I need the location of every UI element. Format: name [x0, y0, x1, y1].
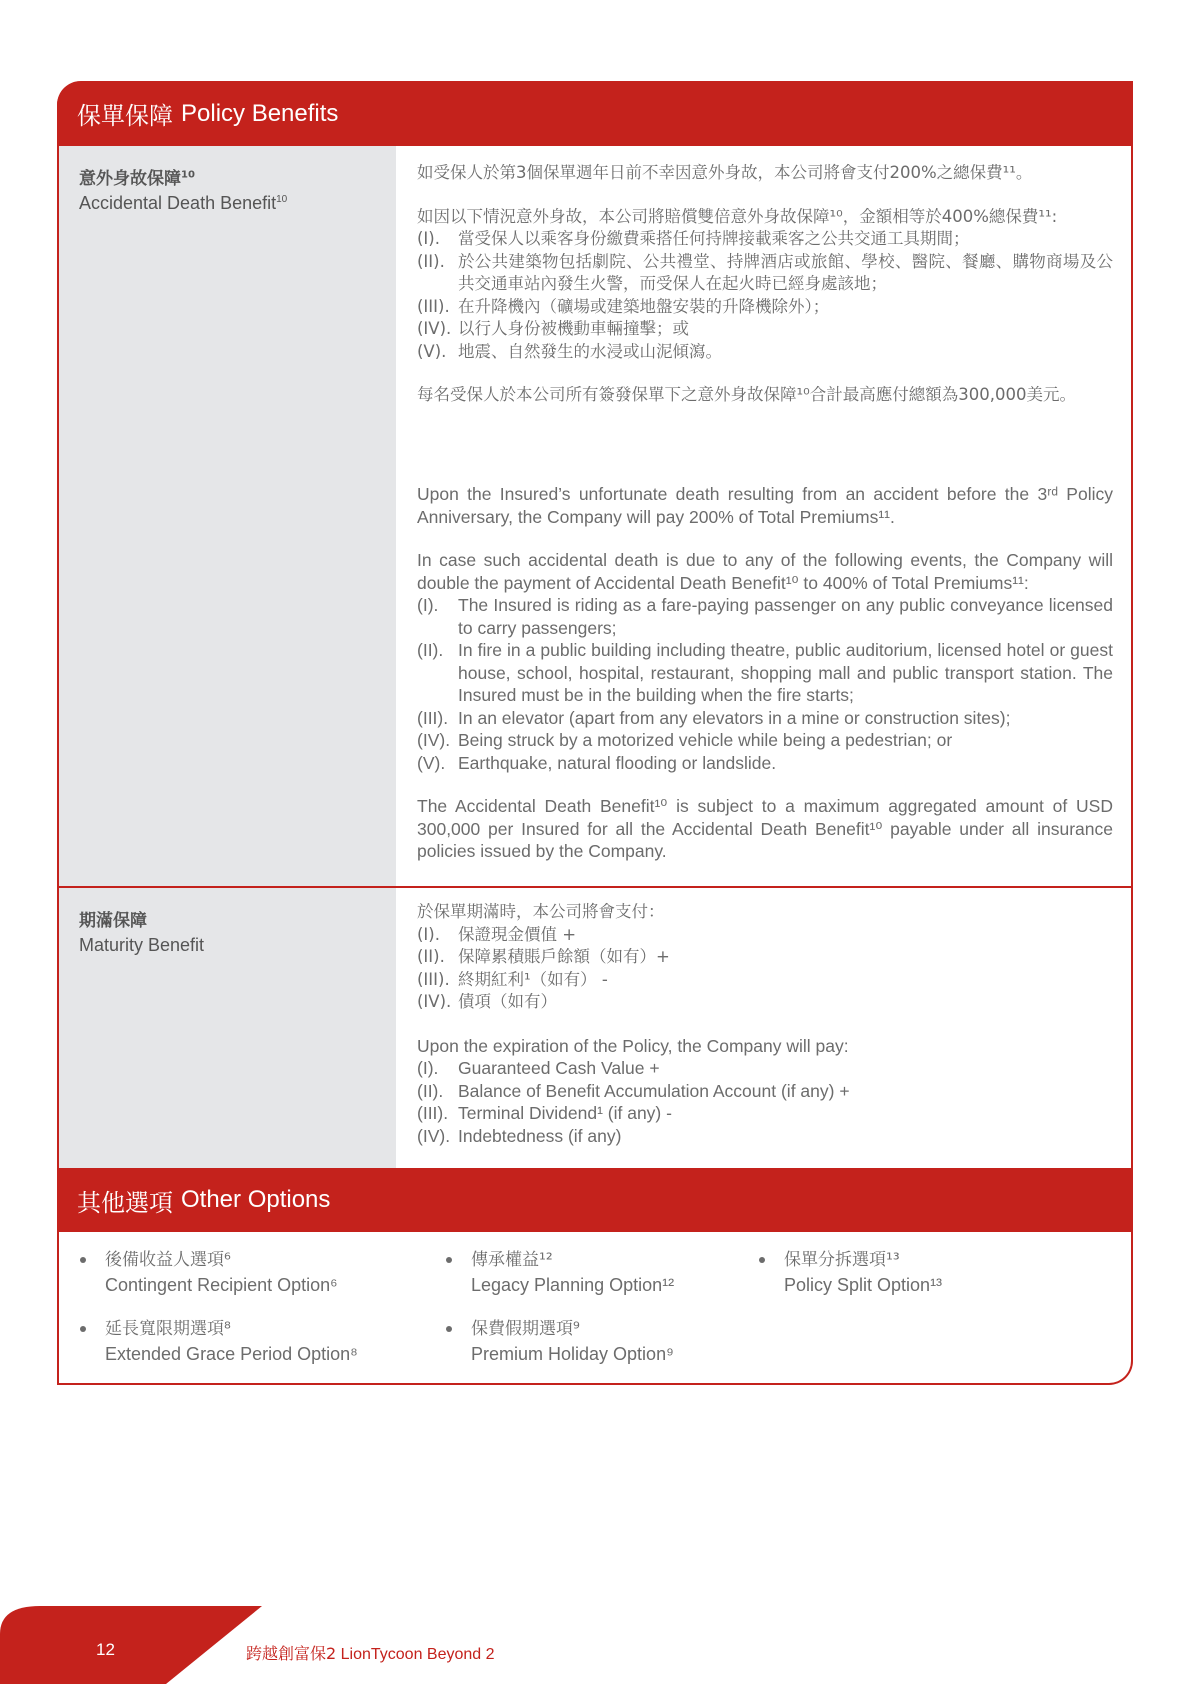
item-num: (II). — [417, 947, 445, 966]
list-item — [417, 594, 1113, 639]
paragraph: Upon the expiration of the Policy, the Company will pay: — [417, 1035, 849, 1056]
list-item — [417, 1125, 1113, 1148]
item-num: (II). — [417, 1080, 444, 1101]
item-text: 債項（如有） — [458, 992, 557, 1011]
list-item — [417, 991, 1113, 1014]
accidental-label-zh — [79, 164, 376, 189]
item-num: (IV). — [417, 1125, 451, 1146]
item-num: (I). — [417, 595, 439, 615]
item-num: (IV). — [417, 992, 452, 1011]
option-en: Policy Split Option¹³ — [784, 1275, 943, 1295]
item-text: 當受保人以乘客身份繳費乘搭任何持牌接載乘客之公共交通工具期間； — [458, 229, 970, 248]
paragraph: Upon the Insured’s unfortunate death resulting from an accident before the 3ʳᵈ Policy Anniversary, the Company will pay 200% of Total Premiums¹¹. — [417, 484, 1113, 527]
list-item — [417, 1057, 1113, 1080]
accidental-content-en — [417, 483, 1113, 884]
page-number: 12 — [96, 1640, 115, 1659]
paragraph: In case such accidental death is due to any of the following events, the Company will double the payment of Accidental Death Benefit¹⁰ to 400% of Total Premiums¹¹: — [417, 550, 1113, 593]
item-text: 於公共建築物包括劇院、公共禮堂、持牌酒店或旅館、學校、醫院、餐廳、購物商場及公共交通車站內發生火警，而受保人在起火時已經身處該地； — [458, 251, 1113, 293]
item-text: 地震、自然發生的水浸或山泥傾瀉。 — [458, 341, 722, 361]
item-num: (III). — [417, 707, 449, 728]
item-text: 在升降機內（礦場或建築地盤安裝的升降機除外）； — [458, 296, 830, 316]
maturity-label-zh: 期滿保障 — [79, 911, 147, 931]
list-item — [417, 1102, 1113, 1125]
option-item — [80, 1248, 338, 1298]
section-title-en: Policy Benefits — [181, 99, 339, 127]
item-num: (III). — [417, 1103, 449, 1123]
item-text: Indebtedness (if any) — [458, 1125, 622, 1146]
section-title-zh: 其他選項 — [77, 1188, 173, 1217]
list-item — [417, 729, 1113, 752]
option-zh: 保費假期選項⁹ — [471, 1319, 580, 1339]
paragraph: 如因以下情況意外身故，本公司將賠償雙倍意外身故保障¹⁰，金額相等於400%總保費¹¹: — [417, 206, 1058, 226]
item-num: (I). — [417, 229, 440, 248]
item-num: (II). — [417, 251, 445, 271]
item-text: Guaranteed Cash Value + — [458, 1058, 660, 1078]
section-title-zh: 保單保障 — [77, 102, 173, 130]
option-item — [759, 1248, 942, 1298]
paragraph: The Accidental Death Benefit¹⁰ is subject to a maximum aggregated amount of USD 300,000 per Insured for all the Accidental Death Benefit¹⁰ payable under all insurance policies issued by the Company. — [417, 796, 1113, 861]
list-item — [417, 969, 1113, 992]
list-item — [417, 924, 1113, 947]
accidental-label-cell — [59, 146, 396, 887]
footer-title — [246, 1641, 495, 1664]
item-text: Earthquake, natural flooding or landslide. — [458, 752, 777, 773]
item-num: (I). — [417, 924, 440, 944]
item-text: 終期紅利¹（如有） - — [458, 969, 608, 989]
item-num: (IV). — [417, 730, 451, 750]
item-num: (III). — [417, 969, 450, 989]
option-zh: 延長寬限期選項⁸ — [105, 1319, 231, 1339]
list-item — [417, 1080, 1113, 1103]
item-num: (III). — [417, 296, 450, 316]
list-item — [417, 639, 1113, 707]
option-zh: 後備收益人選項⁶ — [105, 1250, 231, 1270]
list-item — [417, 228, 1113, 251]
footer-title-en: LionTycoon Beyond 2 — [340, 1646, 495, 1663]
section-header-policy-benefits — [57, 81, 1133, 146]
list-item — [417, 251, 1113, 296]
item-text: In fire in a public building including theatre, public auditorium, licensed hotel or guest house, school, hospital, restaurant, shopping mall and public transport station. The Insured must be in the building when the fire starts; — [458, 640, 1113, 705]
accidental-label-en — [79, 193, 376, 214]
label-en-text: Accidental Death Benefit — [79, 193, 277, 213]
label-sup: 10 — [276, 194, 288, 205]
list-block — [417, 901, 1113, 1014]
list-item — [417, 707, 1113, 730]
item-num: (II). — [417, 640, 444, 660]
item-num: (V). — [417, 341, 447, 361]
maturity-content — [417, 901, 1113, 1168]
footer-decoration — [0, 1606, 262, 1684]
option-item — [446, 1317, 674, 1367]
item-text: The Insured is riding as a fare-paying passenger on any public conveyance licensed to carry passengers; — [458, 595, 1113, 638]
option-en: Extended Grace Period Option⁸ — [105, 1344, 358, 1364]
list-block — [417, 549, 1113, 774]
item-text: Being struck by a motorized vehicle while being a pedestrian; or — [458, 730, 953, 750]
item-text: 以行人身份被機動車輛撞擊；或 — [458, 319, 689, 338]
footer-title-zh: 跨越創富保2 — [246, 1644, 337, 1663]
item-text: Balance of Benefit Accumulation Account (if any) + — [458, 1080, 850, 1101]
option-en: Contingent Recipient Option⁶ — [105, 1275, 338, 1295]
option-en: Premium Holiday Option⁹ — [471, 1344, 674, 1364]
paragraph: 每名受保人於本公司所有簽發保單下之意外身故保障¹⁰合計最高應付總額為300,000美元。 — [417, 385, 1076, 404]
option-zh: 傳承權益¹² — [471, 1250, 553, 1270]
item-text: Terminal Dividend¹ (if any) - — [458, 1103, 672, 1123]
label-zh-text: 意外身故保障 — [79, 169, 181, 189]
option-en: Legacy Planning Option¹² — [471, 1275, 675, 1295]
maturity-label-cell — [59, 888, 396, 1168]
list-block — [417, 1035, 1113, 1148]
list-item — [417, 752, 1113, 775]
paragraph: 如受保人於第3個保單週年日前不幸因意外身故，本公司將會支付200%之總保費¹¹。 — [417, 163, 1033, 182]
item-text: 保障累積賬戶餘額（如有）+ — [458, 947, 670, 966]
item-num: (V). — [417, 752, 446, 773]
list-item — [417, 296, 1113, 319]
option-item — [80, 1317, 358, 1367]
item-num: (I). — [417, 1058, 439, 1078]
paragraph: 於保單期滿時，本公司將會支付： — [417, 902, 665, 921]
option-item — [446, 1248, 674, 1298]
option-zh: 保單分拆選項¹³ — [784, 1250, 900, 1270]
item-num: (IV). — [417, 319, 452, 338]
list-block — [417, 206, 1113, 364]
maturity-label-en: Maturity Benefit — [79, 935, 205, 955]
item-text: 保證現金價值 + — [458, 924, 577, 944]
accidental-content-zh — [417, 162, 1113, 428]
label-sup: 10 — [181, 169, 195, 181]
list-item — [417, 341, 1113, 364]
list-item — [417, 318, 1113, 341]
section-title-en: Other Options — [181, 1186, 331, 1213]
item-text: In an elevator (apart from any elevators in a mine or construction sites); — [458, 707, 1011, 728]
list-item — [417, 946, 1113, 969]
section-header-other-options — [57, 1168, 1133, 1232]
